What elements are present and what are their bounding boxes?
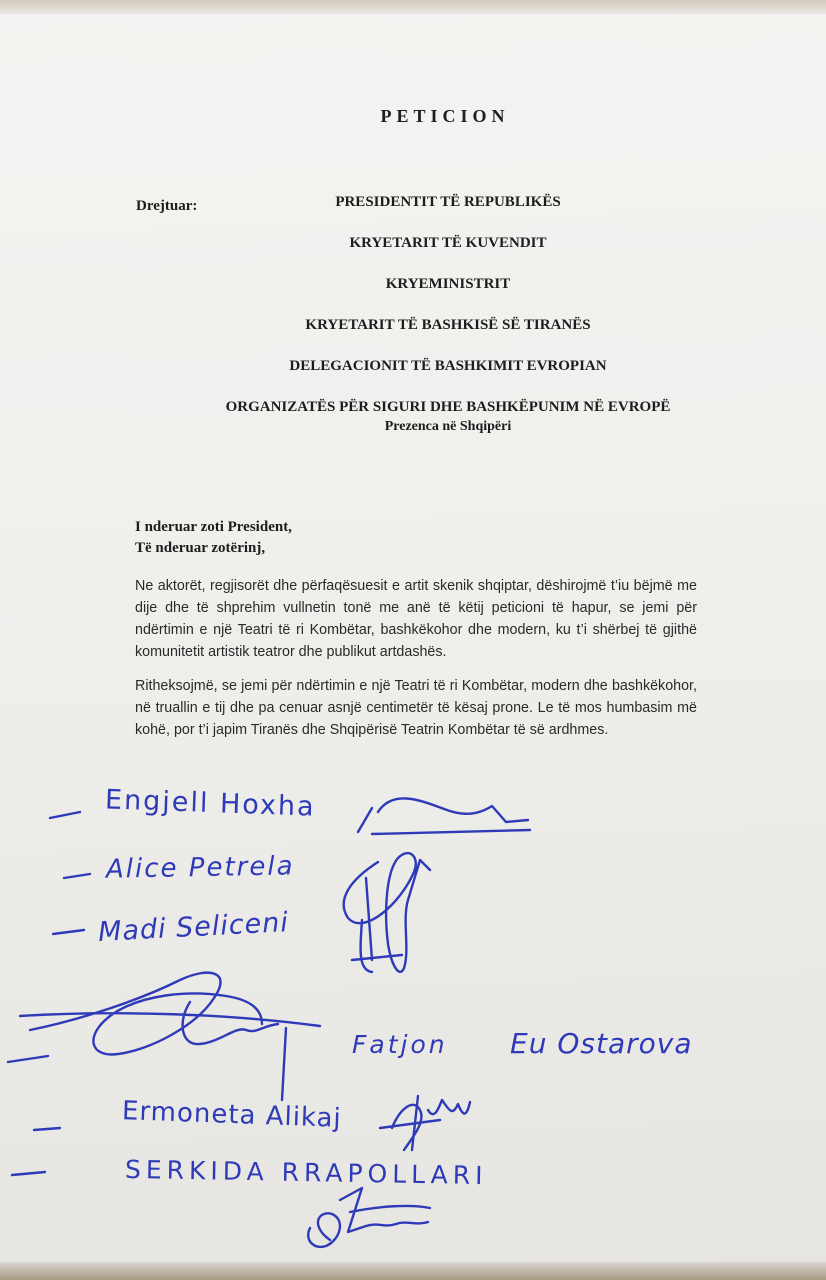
recipient-osce-presence: Prezenca në Shqipëri — [384, 419, 512, 434]
recipient-prime-minister: KRYEMINISTRIT — [385, 276, 511, 292]
dash-mark — [53, 930, 84, 934]
page-bottom-edge — [0, 1262, 826, 1280]
signature-name-7: SERKIDA RRAPOLLARI — [124, 1154, 488, 1191]
dash-mark — [8, 1056, 48, 1062]
recipient-parliament-speaker: KRYETARIT TË KUVENDIT — [349, 235, 547, 251]
signature-name-4: Fatjon — [352, 1030, 448, 1059]
dash-mark — [12, 1172, 45, 1175]
signature-name-5: Eu Ostarova — [510, 1027, 693, 1060]
document-title: PETICION — [380, 106, 510, 126]
recipient-president: PRESIDENTIT TË REPUBLIKËS — [335, 194, 561, 210]
recipient-eu-delegation: DELEGACIONIT TË BASHKIMIT EVROPIAN — [289, 358, 607, 374]
salutation-president: I nderuar zoti President, — [135, 519, 292, 535]
recipient-osce: ORGANIZATËS PËR SIGURI DHE BASHKËPUNIM NË EVROPË — [225, 399, 671, 415]
signature-scribble-5 — [308, 1188, 430, 1247]
signature-name-6: Ermoneta Alikaj — [121, 1096, 343, 1134]
dash-mark — [34, 1128, 60, 1130]
signature-scribble-2 — [344, 853, 430, 972]
body-paragraph-2: Ritheksojmë, se jemi për ndërtimin e një Teatri të ri Kombëtar, modern dhe bashkëkohor, në truallin e tij dhe pa cenuar asnjë centimetër të kësaj prone. Le të mos humbasim më kohë, por t’i japim Tiranës dhe Shqipërisë Teatrin Kombëtar të së ardhmes. — [135, 678, 697, 738]
signature-scribble-3 — [20, 973, 320, 1100]
signature-name-1: Engjell Hoxha — [104, 784, 317, 823]
dash-mark — [64, 874, 90, 878]
signature-scribble-1 — [358, 798, 530, 834]
signature-name-3: Madi Seliceni — [97, 907, 290, 948]
body-paragraph-1: Ne aktorët, regjisorët dhe përfaqësuesit e artit skenik shqiptar, dëshirojmë t’iu bëjmë me dije dhe të shprehim vullnetin tonë me anë të këtij peticioni të hapur, se jemi për ndërtimin e një Teatri të ri Kombëtar, bashkëkohor dhe modern, ku t’i shërbej të gjithë komunitetit artistik teatror dhe publikut artdashës. — [135, 578, 697, 660]
dash-mark — [50, 812, 80, 818]
signature-scribble-4 — [380, 1096, 470, 1150]
recipient-tirana-mayor: KRYETARIT TË BASHKISË SË TIRANËS — [305, 317, 591, 333]
salutation-gentlemen: Të nderuar zotërinj, — [135, 540, 266, 556]
addressed-to-label: Drejtuar: — [136, 198, 198, 214]
signature-name-2: Alice Petrela — [105, 851, 295, 885]
